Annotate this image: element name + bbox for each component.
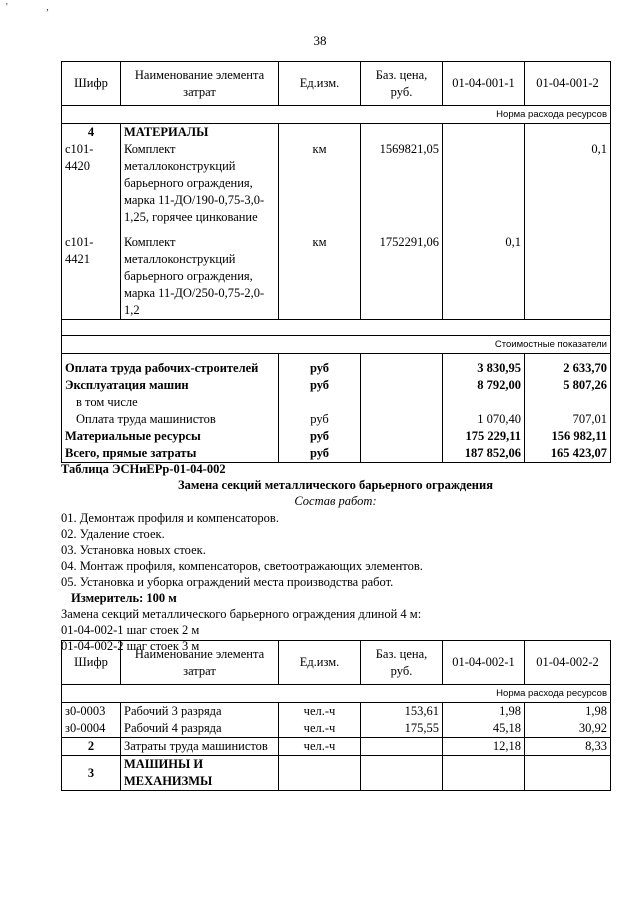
row-price: 175,55 (361, 720, 443, 738)
col-header-code: Шифр (62, 641, 121, 685)
row-name: Рабочий 4 разряда (121, 720, 279, 738)
item-price: 1569821,05 (361, 141, 443, 226)
col-header-rate-2: 01-04-002-2 (525, 641, 611, 685)
resource-table-2 (61, 640, 611, 791)
meter: Измеритель: 100 м (71, 591, 177, 605)
row-rate-2: 30,92 (525, 720, 611, 738)
row-unit: чел.-ч (279, 738, 361, 756)
row-price: 153,61 (361, 703, 443, 721)
row-name: Рабочий 3 разряда (121, 703, 279, 721)
table-row (62, 141, 611, 226)
item-rate-2: 0,1 (525, 141, 611, 226)
cost-value-2: 165 423,07 (525, 445, 611, 463)
cost-row (62, 394, 611, 411)
cost-unit: руб (279, 377, 361, 394)
cost-value-1: 8 792,00 (443, 377, 525, 394)
table-row (62, 703, 611, 721)
item-rate-2 (525, 234, 611, 320)
item-name: Комплект металлоконструкций барьерного ограждения, марка 11-ДО/250-0,75-2,0-1,2 (121, 234, 279, 320)
norm-label: Норма расхода ресурсов (62, 106, 611, 124)
row-rate-1: 1,98 (443, 703, 525, 721)
cost-row (62, 360, 611, 377)
cost-value-1: 3 830,95 (443, 360, 525, 377)
work-item: 02. Удаление стоек. (61, 527, 165, 541)
table-2-heading: Замена секций металлического барьерного ограждения (178, 478, 493, 492)
work-item: 04. Монтаж профиля, компенсаторов, светоотражающих элементов. (61, 559, 423, 573)
table-row (62, 738, 611, 756)
cost-value-1: 1 070,40 (443, 411, 525, 428)
col-header-price: Баз. цена, руб. (361, 641, 443, 685)
cost-name: Всего, прямые затраты (62, 445, 279, 463)
cost-value-2: 156 982,11 (525, 428, 611, 445)
cost-label: Стоимостные показатели (62, 336, 611, 354)
section-number: 4 (62, 124, 121, 142)
cost-name: Оплата труда рабочих-строителей (62, 360, 279, 377)
section-title: МАТЕРИАЛЫ (121, 124, 279, 142)
col-header-price: Баз. цена, руб. (361, 62, 443, 106)
description-line: 01-04-002-1 шаг стоек 2 м (61, 623, 200, 637)
cost-unit: руб (279, 411, 361, 428)
item-rate-1 (443, 141, 525, 226)
item-price: 1752291,06 (361, 234, 443, 320)
cost-value-1: 175 229,11 (443, 428, 525, 445)
cost-name: Материальные ресурсы (62, 428, 279, 445)
col-header-rate-1: 01-04-001-1 (443, 62, 525, 106)
work-heading: Состав работ: (294, 494, 377, 508)
description-line: Замена секций металлического барьерного ограждения длиной 4 м: (61, 607, 422, 621)
row-unit: чел.-ч (279, 703, 361, 721)
item-unit: км (279, 141, 361, 226)
work-item: 05. Установка и уборка ограждений места производства работ. (61, 575, 394, 589)
cost-value-1 (443, 394, 525, 411)
scan-marks: ' , (6, 2, 67, 13)
table-row (62, 234, 611, 320)
row-rate-1: 12,18 (443, 738, 525, 756)
col-header-rate-1: 01-04-002-1 (443, 641, 525, 685)
work-item: 01. Демонтаж профиля и компенсаторов. (61, 511, 279, 525)
cost-unit: руб (279, 360, 361, 377)
row-code: 2 (62, 738, 121, 756)
row-rate-2: 8,33 (525, 738, 611, 756)
item-code: с101-4421 (62, 234, 121, 320)
cost-name: Эксплуатация машин (62, 377, 279, 394)
row-code: 3 (62, 756, 121, 791)
cost-unit: руб (279, 428, 361, 445)
cost-row (62, 428, 611, 445)
item-name: Комплект металлоконструкций барьерного ограждения, марка 11-ДО/190-0,75-3,0-1,25, горячее цинкование (121, 141, 279, 226)
norm-label: Норма расхода ресурсов (62, 685, 611, 703)
cost-row (62, 377, 611, 394)
cost-unit (279, 394, 361, 411)
row-name: МАШИНЫ И МЕХАНИЗМЫ (121, 756, 279, 791)
cost-name: в том числе (62, 394, 279, 411)
col-header-name: Наименование элемента затрат (121, 641, 279, 685)
col-header-rate-2: 01-04-001-2 (525, 62, 611, 106)
cost-name: Оплата труда машинистов (62, 411, 279, 428)
resource-table-1 (61, 61, 611, 463)
cost-value-2: 707,01 (525, 411, 611, 428)
row-code: з0-0003 (62, 703, 121, 721)
item-rate-1: 0,1 (443, 234, 525, 320)
table-2-title: Таблица ЭСНиЕРр-01-04-002 (61, 462, 226, 476)
col-header-code: Шифр (62, 62, 121, 106)
row-rate-2: 1,98 (525, 703, 611, 721)
cost-value-2: 5 807,26 (525, 377, 611, 394)
item-unit: км (279, 234, 361, 320)
cost-row (62, 445, 611, 463)
col-header-unit: Ед.изм. (279, 62, 361, 106)
cost-value-1: 187 852,06 (443, 445, 525, 463)
row-code: з0-0004 (62, 720, 121, 738)
col-header-unit: Ед.изм. (279, 641, 361, 685)
work-item: 03. Установка новых стоек. (61, 543, 206, 557)
table-row (62, 720, 611, 738)
table-row (62, 756, 611, 791)
item-code: с101-4420 (62, 141, 121, 226)
row-rate-1: 45,18 (443, 720, 525, 738)
col-header-name: Наименование элемента затрат (121, 62, 279, 106)
cost-value-2: 2 633,70 (525, 360, 611, 377)
cost-unit: руб (279, 445, 361, 463)
page-number: 38 (313, 33, 327, 48)
description-line: 01-04-002-2 шаг стоек 3 м (61, 639, 200, 653)
cost-row (62, 411, 611, 428)
cost-value-2 (525, 394, 611, 411)
row-name: Затраты труда машинистов (121, 738, 279, 756)
row-unit: чел.-ч (279, 720, 361, 738)
